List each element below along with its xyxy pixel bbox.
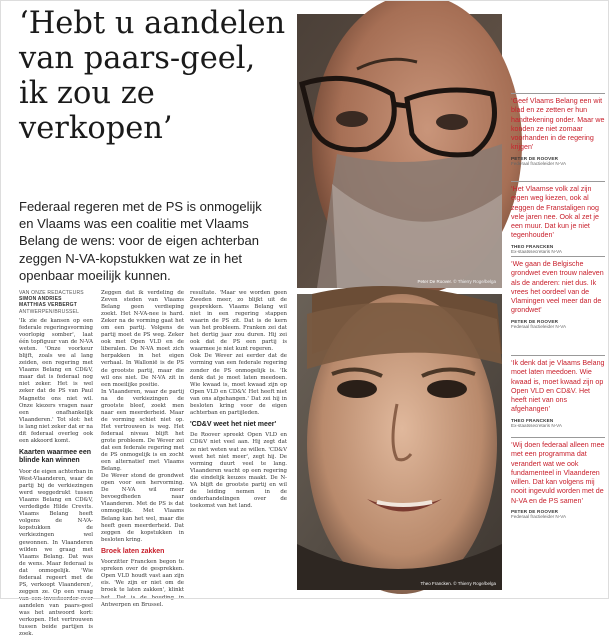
byline-author: SIMON ANDRIES xyxy=(19,296,62,303)
byline-location: ANTWERPEN/BRUSSEL xyxy=(19,308,80,315)
pull-quote xyxy=(511,93,605,166)
article-paragraph: Zeggen dat ik verdeling de Zeven steden van Vlaams Belang geen verdieping zoekt. Het N-VA-nee is hard. Zeker na de vorming gaat het om een partij. Volgens de partij moet de PS weg. Zeker ook met Open VLD en de liberalen. De N-VA moet zich herpakken in het eigen verhaal. In Wallonië is de PS de grootste partij, maar die wil ons niet. De N-VA zit in een moeilijke positie. xyxy=(101,290,184,388)
article-column-3 xyxy=(190,290,287,596)
pull-quote xyxy=(511,256,605,329)
quote-text: ‘Geef Vlaams Belang een wit blad en ze zetten er hun handtekening onder. Maar we konden ze niet zomaar voorhanden in de regering krijgen’ xyxy=(511,97,605,152)
headline-line: ‘Hebt u aandelen xyxy=(19,6,286,41)
quote-role: Federaal fractieleider N-VA xyxy=(511,160,567,166)
headline xyxy=(19,6,289,146)
article-paragraph: Ook De Wever zei eerder dat de vorming van een federale regering zonder de PS onmogelijk is. 'Ik denk dat je moet laten meedoen. Wie kwaad is, moet kwaad zijn op Open VLD en CD&V. Het heeft niet van ons afgehangen.' Dat zei hij in besloten kring voor de eigen achterban en partijleden. xyxy=(190,353,287,416)
caption-name: Theo Francken. xyxy=(420,581,452,586)
article-paragraph: 'Ik zie de kansen op een federale regeringsvorming voorlopig somber', laat één topfiguur van de N-VA weten. 'Onze voorkeur blijft, zoals we al lang zeiden, een regering met Vlaams Belang en CD&V, maar dat is federaal nog niet zeker. Het is wel zeker dat de PS van Paul Magnette ons niet wil. Onze kiezers vragen naar een onafhankelijk Vlaanderen.' Tot slot: het is lang niet zeker dat er na dit federaal overleg ook een akkoord komt. xyxy=(19,318,93,444)
headline-line: van paars-geel, xyxy=(19,41,256,76)
quote-text: ‘We gaan de Belgische grondwet even trouw naleven als de anderen: niet dus. Ik vrees het oordeel van de Vlamingen veel meer dan de grondwet’ xyxy=(511,260,604,315)
photo-caption xyxy=(420,581,496,586)
headline-line: ik zou ze xyxy=(19,76,155,111)
pull-quote xyxy=(511,355,605,428)
article-column-2 xyxy=(101,290,184,608)
quote-author: PETER DE ROOVER xyxy=(511,509,559,515)
headline-line: verkopen’ xyxy=(19,111,173,146)
portrait-illustration xyxy=(297,14,502,288)
lead-line: Belang de wens: voor de eigen achterban xyxy=(19,233,259,249)
article-subheading: 'CD&V weet het niet meer' xyxy=(190,420,277,428)
article-paragraph: De Wever stond de grondwet open voor een hervorming. De N-VA wil meer bevoegdheden naar Vlaanderen. Met de PS is dat onmogelijk. Met Vlaams Belang kan het wel, maar die heeft geen meerderheid. Dat zeggen de kopstukken in besloten kring. xyxy=(101,473,184,543)
photo-theo-francken xyxy=(297,294,502,590)
lead-line: zeggen N-VA-kopstukken wat ze in het xyxy=(19,250,243,266)
article-paragraph: Voorzitter Francken begon te spreken over de gesprekken. Open VLD houdt vast aan zijn eis. 'We zijn er niet om de broek te laten zakken', klinkt het. Dat is de houding in Antwerpen en Brussel. xyxy=(101,559,184,608)
quote-role: Federaal fractieleider N-VA xyxy=(511,323,567,329)
lead-line: openbaar moeilijk kunnen. xyxy=(19,267,171,283)
quote-role: Federaal fractieleider N-VA xyxy=(511,514,567,520)
portrait-illustration xyxy=(297,294,502,590)
byline-author: MATTHIAS VERBERGT xyxy=(19,302,78,309)
quote-role: Ex-staatssecretaris N-VA xyxy=(511,248,562,254)
pull-quote xyxy=(511,437,605,519)
caption-credit: © Thierry Roge/belga xyxy=(453,279,496,284)
caption-credit: © Thierry Roge/belga xyxy=(453,581,496,586)
photo-caption xyxy=(417,279,496,284)
pull-quote xyxy=(511,181,605,254)
article-column-1 xyxy=(19,318,93,638)
photo-peter-de-roover xyxy=(297,14,502,288)
quote-author: PETER DE ROOVER xyxy=(511,318,559,324)
article-subheading: Broek laten zakken xyxy=(101,547,165,555)
article-subheading: Kaarten waarmee een blinde kan winnen xyxy=(19,448,91,465)
article-paragraph: De Roover spreekt Open VLD en CD&V niet veel aan. Hij zegt dat ze niet weten wat ze willen. 'CD&V weet het niet meer', zegt hij. De vorming duurt veel te lang. Vlaanderen wacht op een regering die eindelijk keuzes maakt. De N-VA blijft de grootste partij en wil de leiding nemen in de onderhandelingen over de toekomst van het land. xyxy=(190,432,287,509)
quote-text: ‘Wij doen federaal alleen mee met een programma dat verandert wat we ook fundamenteel in Vlaanderen willen. Dat kan volgens mij nooit ingevuld worden met de N-VA en de PS samen’ xyxy=(511,441,605,505)
article-paragraph: resultate. 'Maar we worden geen Zweden meer, zo blijkt uit de gesprekken. Vlaams Belang wil niet in een regering stappen waarin de PS zit. Dat is de kern van het probleem. Franken zei dat het dertig jaar zou duren. Hij zei ook dat de PS een partij is waarmee je niet kunt regeren. xyxy=(190,290,287,353)
quote-author: THEO FRANCKEN xyxy=(511,243,554,249)
article-paragraph: Voor de eigen achterban in West-Vlaanderen, waar de partij bij de verkiezingen werd weggedrukt tussen Vlaams Belang en CD&V, verdedigde Hilde Crevits. Vlaams Belang heeft volgens de N-VA-kopstukken de verkiezingen wel gewonnen. In Vlaanderen wilden we graag met Vlaams Belang. Dat was de wens. Maar federaal is dat onmogelijk. 'Wie federaal regeert met de PS, verkoopt Vlaanderen', zeggen ze. Op een vraag van een investeerder over aandelen van paars-geel was het antwoord kort: verkopen. Het vertrouwen tussen beide partijen is zoek. xyxy=(19,469,93,638)
byline xyxy=(19,290,93,315)
caption-name: Peter De Roover. xyxy=(417,279,452,284)
article-paragraph: In Vlaanderen, waar de partij na de verkiezingen de grootste bleef, zoekt men naar een meerderheid. Maar de vorming schiet niet op. Het vertrouwen is weg. Het federaal niveau blijft het grote probleem. De Wever zei dat een federale regering met de PS onmogelijk is en zocht een alternatief met Vlaams Belang. xyxy=(101,388,184,473)
quote-author: PETER DE ROOVER xyxy=(511,155,559,161)
quote-role: Ex-staatssecretaris N-VA xyxy=(511,422,562,428)
quote-text: ‘Het Vlaamse volk zal zijn eigen weg kiezen, ook al zeggen de Franstaligen nog vele jaren nee. Ook al zet je een muur. Dat kun je niet tegenhouden’ xyxy=(511,185,599,240)
lead-line: Federaal regeren met de PS is onmogelijk xyxy=(19,199,262,214)
lead-line: en Vlaams was een coalitie met Vlaams xyxy=(19,216,249,232)
quote-author: THEO FRANCKEN xyxy=(511,417,554,423)
quote-text: ‘Ik denk dat je Vlaams Belang moet laten meedoen. Wie kwaad is, moet kwaad zijn op Open VLD en CD&V. Het heeft niet van ons afgehangen’ xyxy=(511,359,605,414)
lead-paragraph xyxy=(19,198,294,284)
byline-section: VAN ONZE REDACTEURS xyxy=(19,290,84,296)
